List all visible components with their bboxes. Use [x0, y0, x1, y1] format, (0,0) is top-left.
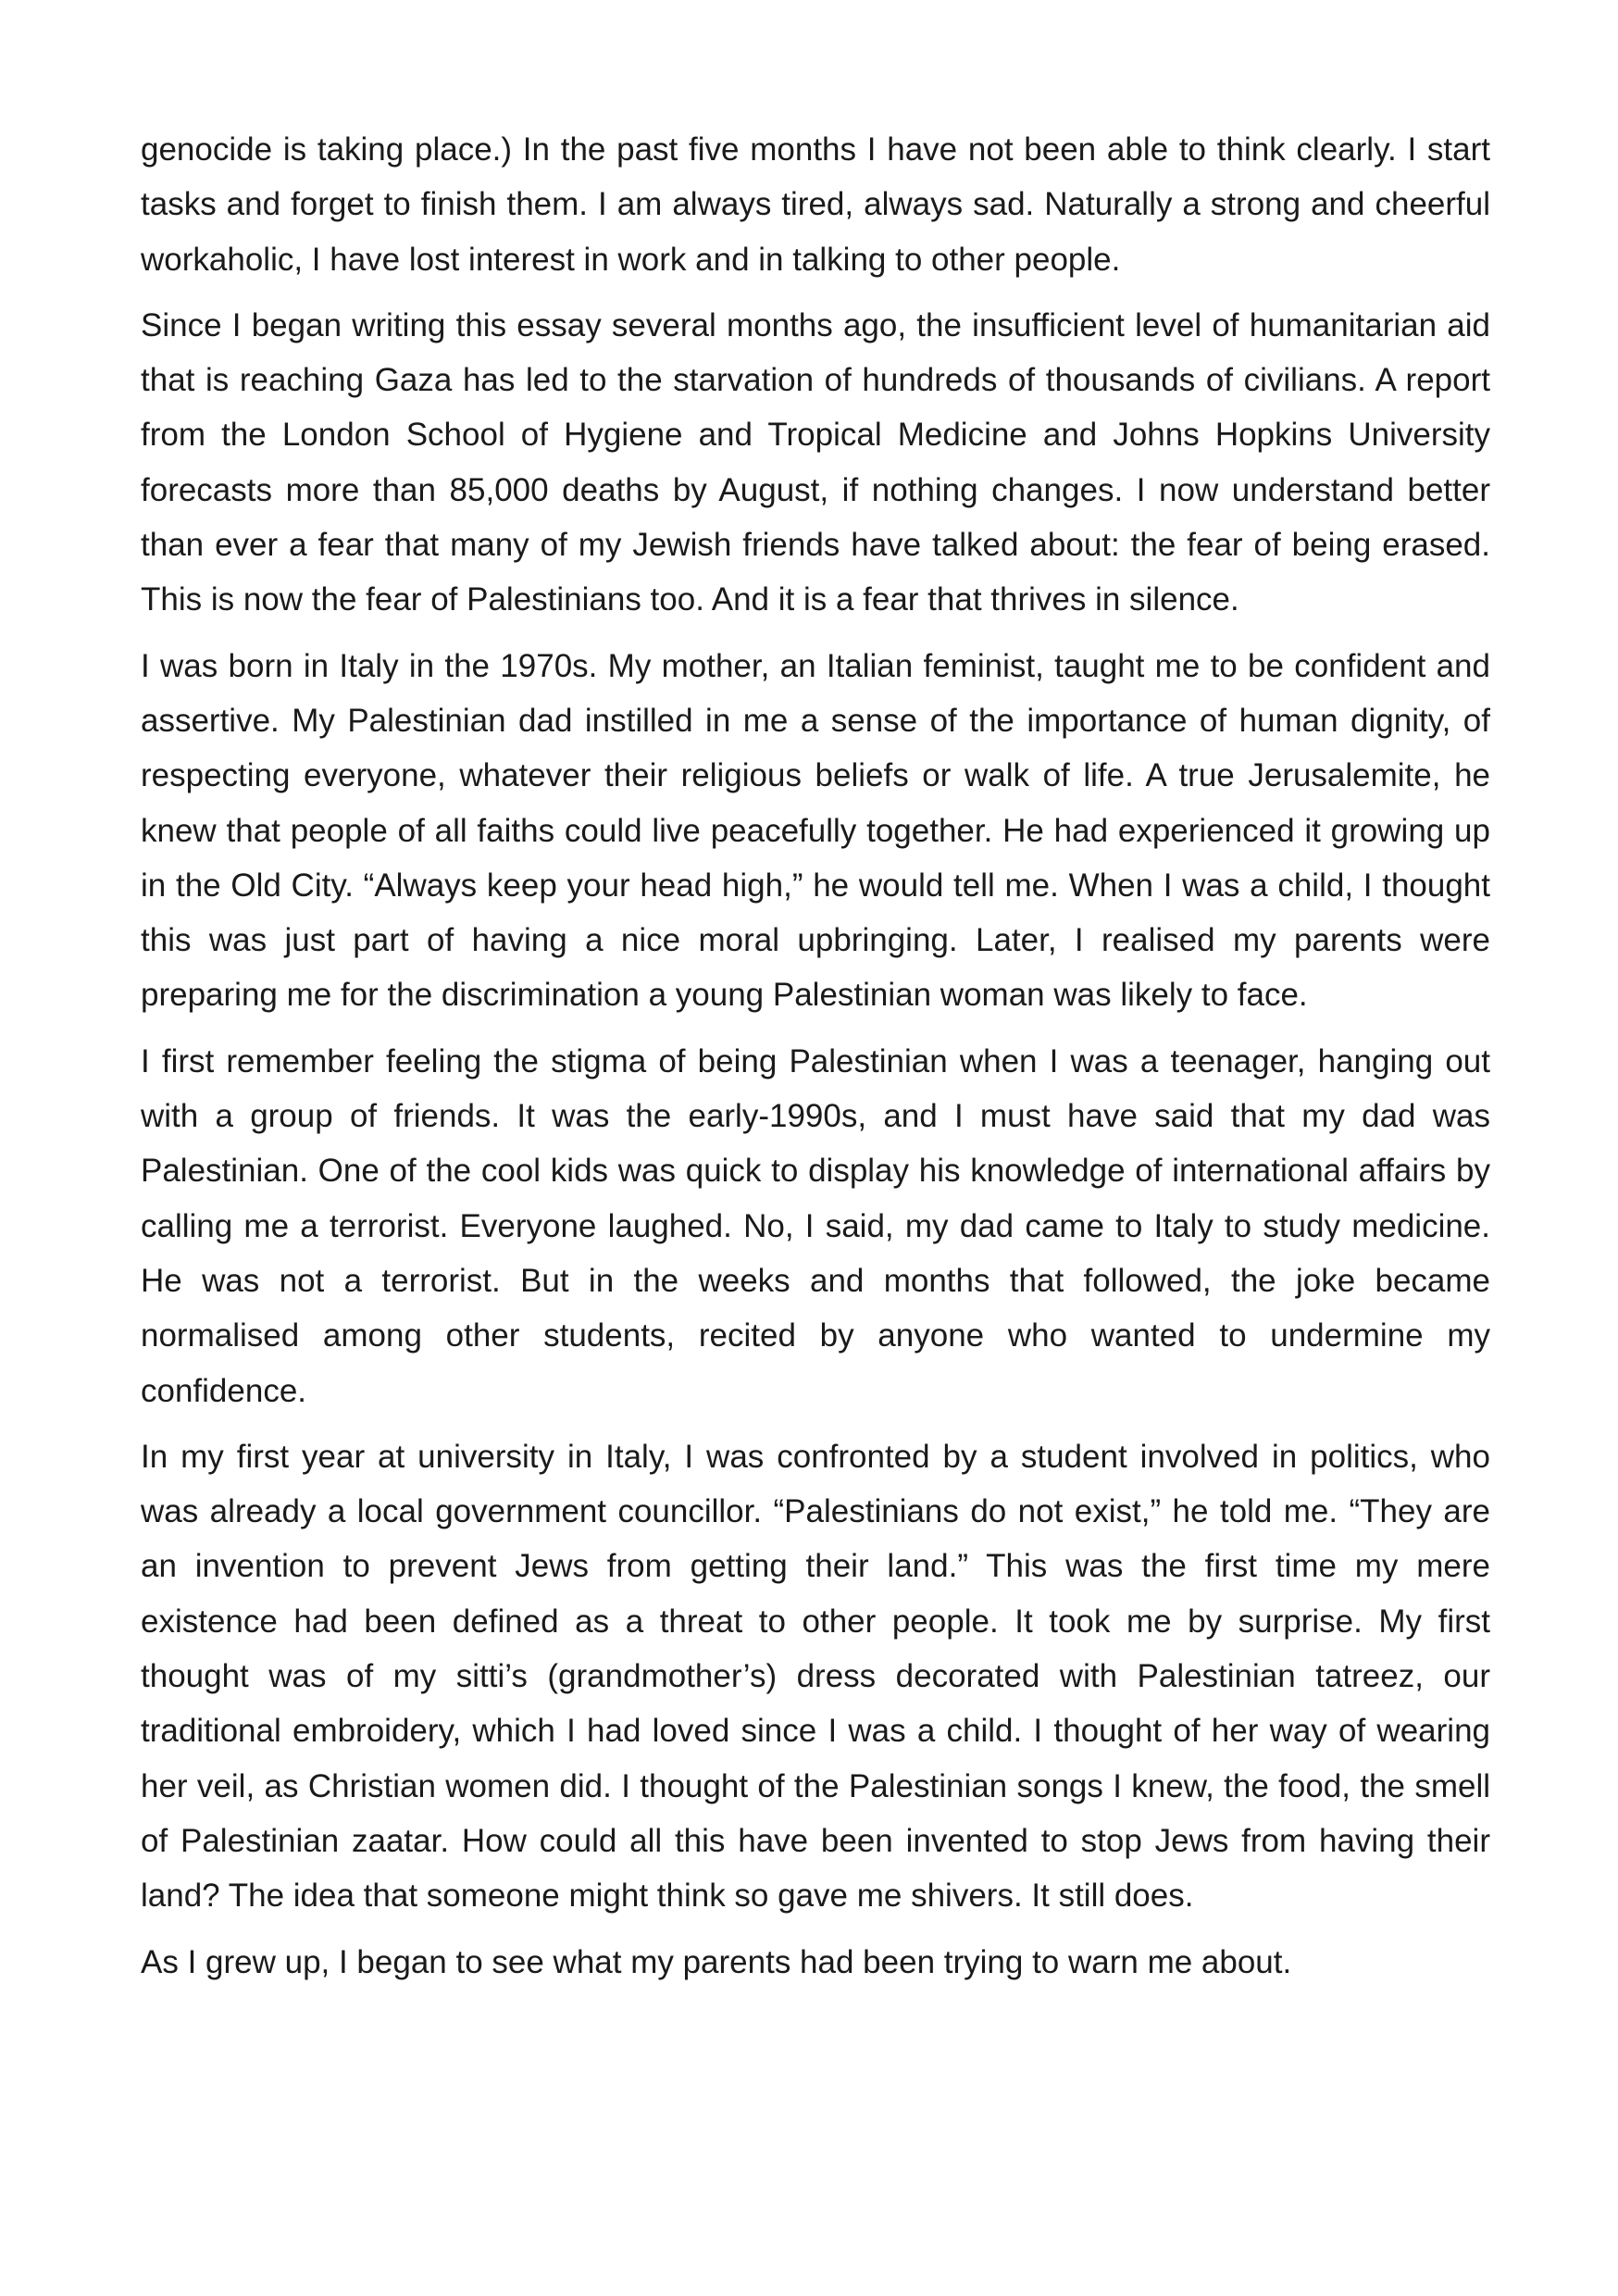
paragraph-3: I was born in Italy in the 1970s. My mother, an Italian feminist, taught me to be confident and assertive. My Palestinian dad instilled in me a sense of the importance of human dignity, of respecting everyone, whatever their religious beliefs or walk of life. A true Jerusalemite, he knew that people of all faiths could live peacefully together. He had experienced it growing up in the Old City. “Always keep your head high,” he would tell me. When I was a child, I thought this was just part of having a nice moral upbringing. Later, I realised my parents were preparing me for the discrimination a young Palestinian woman was likely to face.: [141, 647, 1490, 1014]
essay-page: [141, 122, 1490, 1990]
paragraph-6: As I grew up, I began to see what my parents had been trying to warn me about.: [141, 1943, 1292, 1980]
paragraph-5: In my first year at university in Italy, I was confronted by a student involved in politics, who was already a local government councillor. “Palestinians do not exist,” he told me. “They are an invention to prevent Jews from getting their land.” This was the first time my mere existence had been defined as a threat to other people. It took me by surprise. My first thought was of my sitti’s (grandmother’s) dress decorated with Palestinian tatreez, our traditional embroidery, which I had loved since I was a child. I thought of her way of wearing her veil, as Christian women did. I thought of the Palestinian songs I knew, the food, the smell of Palestinian zaatar. How could all this have been invented to stop Jews from having their land? The idea that someone might think so gave me shivers. It still does.: [141, 1438, 1490, 1915]
paragraph-2: Since I began writing this essay several months ago, the insufficient level of humanitarian aid that is reaching Gaza has led to the starvation of hundreds of thousands of civilians. A report from the London School of Hygiene and Tropical Medicine and Johns Hopkins University forecasts more than 85,000 deaths by August, if nothing changes. I now understand better than ever a fear that many of my Jewish friends have talked about: the fear of being erased. This is now the fear of Palestinians too. And it is a fear that thrives in silence.: [141, 306, 1490, 618]
paragraph-1: genocide is taking place.) In the past five months I have not been able to think clearly. I start tasks and forget to finish them. I am always tired, always sad. Naturally a strong and cheerful workaholic, I have lost interest in work and in talking to other people.: [141, 131, 1490, 278]
paragraph-4: I first remember feeling the stigma of being Palestinian when I was a teenager, hanging out with a group of friends. It was the early-1990s, and I must have said that my dad was Palestinian. One of the cool kids was quick to display his knowledge of international affairs by calling me a terrorist. Everyone laughed. No, I said, my dad came to Italy to study medicine. He was not a terrorist. But in the weeks and months that followed, the joke became normalised among other students, recited by anyone who wanted to undermine my confidence.: [141, 1042, 1490, 1409]
